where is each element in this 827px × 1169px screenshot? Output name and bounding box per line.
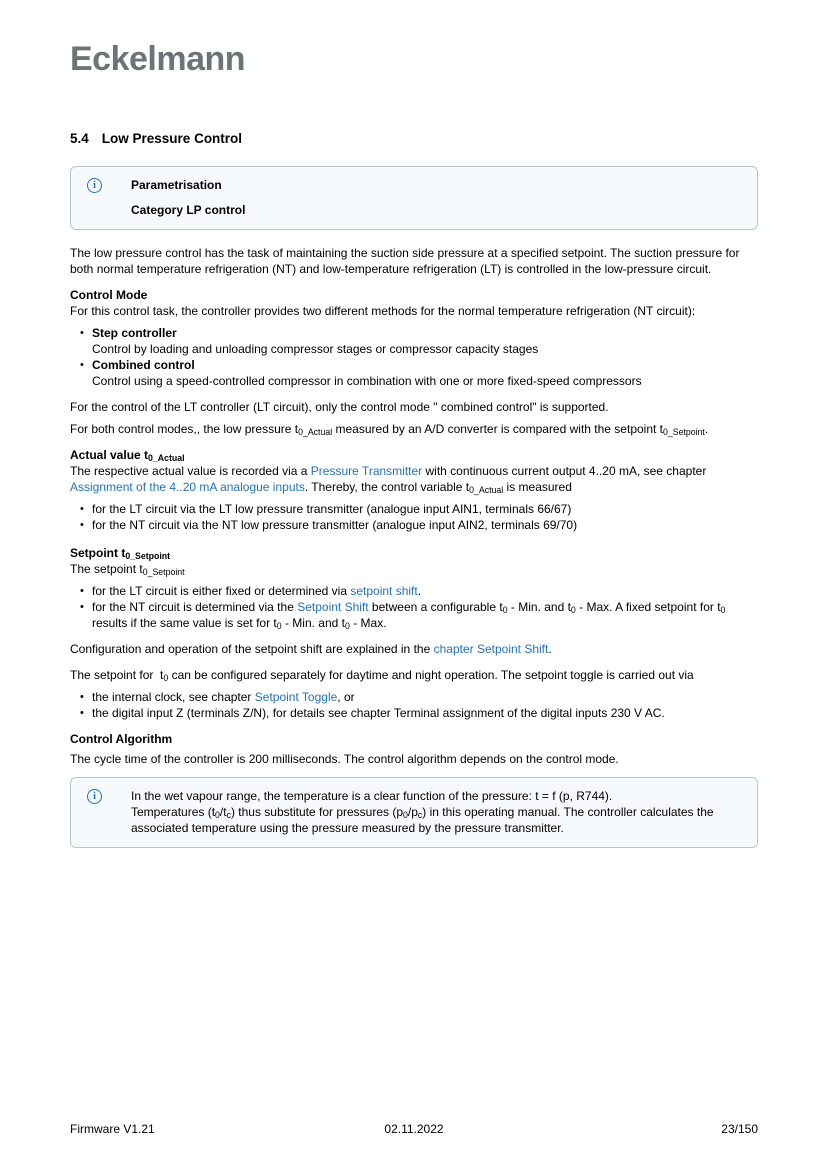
inline-link[interactable]: Setpoint Toggle xyxy=(254,690,338,704)
text-run: /t xyxy=(219,805,227,819)
text-run: 0 xyxy=(276,621,282,632)
info-icon: i xyxy=(87,789,102,804)
text-run: 0_Setpoint xyxy=(142,567,185,578)
text-run: 0 xyxy=(344,621,350,632)
text-run: . xyxy=(704,422,709,436)
text-run: The low pressure control has the task of maintaining the suction side pressure at a specified setpoint. The suction pressure for both normal temperature refrigeration (NT) and low-temperature refrigeration (LT) is controlled in the low-pressure circuit. xyxy=(70,246,740,276)
info-box-body xyxy=(131,788,743,836)
heading-control-algorithm: Control Algorithm xyxy=(70,732,173,746)
inline-link[interactable]: Pressure Transmitter xyxy=(310,464,423,478)
text-run: /p xyxy=(407,805,418,819)
text-run: - Max. xyxy=(349,616,387,630)
text-run: for the NT circuit is determined via the xyxy=(92,600,298,614)
text-run: - Max. A fixed setpoint for t xyxy=(575,600,721,614)
text-run: 0 xyxy=(403,810,408,821)
paragraph-intro xyxy=(70,245,758,277)
heading-control-mode: Control Mode xyxy=(70,288,148,302)
text-run: can be configured separately for daytime and night operation. The setpoint toggle is carried out via xyxy=(168,668,694,682)
text-run: For both control modes,, the low pressure t xyxy=(70,422,299,436)
inline-link[interactable]: Assignment of the 4..20 mA analogue inputs xyxy=(70,480,305,494)
text-run: . Thereby, the control variable t xyxy=(304,480,470,494)
list-item xyxy=(92,501,758,517)
text-run: between a configurable t xyxy=(368,600,503,614)
text-run: Control using a speed-controlled compressor in combination with one or more fixed-speed compressors xyxy=(92,374,642,388)
text-run: ) thus substitute for pressures (p xyxy=(230,805,404,819)
info-box-title: Parametrisation xyxy=(131,178,222,192)
inline-link[interactable]: chapter Setpoint Shift xyxy=(433,642,549,656)
info-box-subtitle: Category LP control xyxy=(131,203,246,217)
text-run: with continuous current output 4..20 mA, see chapter xyxy=(422,464,707,478)
bullet-list-transmitters xyxy=(70,501,758,533)
text-run: Combined control xyxy=(92,358,195,372)
text-run: , or xyxy=(337,690,355,704)
text-run: The setpoint t xyxy=(70,562,143,576)
text-run: - Min. and t xyxy=(507,600,571,614)
text-run: for the LT circuit via the LT low pressure transmitter (analogue input AIN1, terminals 66/67) xyxy=(92,502,572,516)
text-run: 0_Setpoint xyxy=(125,551,171,562)
text-run: is measured xyxy=(503,480,572,494)
text-run: measured by an A/D converter is compared with the setpoint t xyxy=(332,422,664,436)
section-heading xyxy=(70,131,758,147)
text-run: Step controller xyxy=(92,326,177,340)
text-run: c xyxy=(226,810,231,821)
text-run: For this control task, the controller provides two different methods for the normal temperature refrigeration (NT circuit): xyxy=(70,304,696,318)
text-run: 0 xyxy=(215,810,220,821)
bullet-list-control-modes xyxy=(70,325,758,389)
text-run: . xyxy=(417,584,422,598)
list-item xyxy=(92,357,758,389)
paragraph-cycle-time xyxy=(70,751,758,767)
info-box-parametrisation xyxy=(70,166,758,230)
paragraph-both-modes xyxy=(70,421,758,437)
text-run: 0 xyxy=(163,673,169,684)
section-number: 5.4 xyxy=(70,131,89,146)
text-run: results if the same value is set for t xyxy=(92,616,277,630)
list-item xyxy=(92,689,758,705)
heading-actual-value xyxy=(70,447,758,463)
text-run: Control by loading and unloading compressor stages or compressor capacity stages xyxy=(92,342,539,356)
paragraph-setpoint-toggle xyxy=(70,667,758,683)
text-run: The setpoint for t xyxy=(70,668,164,682)
text-run: the digital input Z (terminals Z/N), for details see chapter Terminal assignment of the digital inputs 230 V AC. xyxy=(92,706,665,720)
footer-page-number: 23/150 xyxy=(721,1122,758,1136)
text-run: . xyxy=(548,642,552,656)
heading-setpoint xyxy=(70,545,758,561)
text-run: Setpoint t xyxy=(70,546,126,560)
info-box-wet-vapour xyxy=(70,777,758,848)
text-run: c xyxy=(417,810,423,821)
text-run: for the LT circuit is either fixed or determined via xyxy=(92,584,351,598)
company-logo: Eckelmann xyxy=(70,40,246,78)
paragraph-actual-value xyxy=(70,463,758,495)
text-run: 0 xyxy=(570,605,576,616)
info-box-body xyxy=(131,177,245,218)
list-item xyxy=(92,705,758,721)
bullet-list-toggle xyxy=(70,689,758,721)
list-item xyxy=(92,583,758,599)
text-run: for the NT circuit via the NT low pressure transmitter (analogue input AIN2, terminals 69/70) xyxy=(92,518,578,532)
text-run: 0_Actual xyxy=(469,485,504,496)
text-run: 0 xyxy=(720,605,726,616)
text-run: Configuration and operation of the setpoint shift are explained in the xyxy=(70,642,434,656)
section-title: Low Pressure Control xyxy=(101,131,243,146)
paragraph-setpoint xyxy=(70,561,758,577)
page-content xyxy=(70,0,758,848)
text-run: Actual value t xyxy=(70,448,149,462)
text-run: 0_Actual xyxy=(298,427,333,438)
text-run: ) in this operating manual. The controller calculates the associated temperature using the pressure measured by the pressure transmitter. xyxy=(131,805,714,835)
list-item xyxy=(92,599,758,631)
page-footer xyxy=(70,1122,758,1138)
text-run: For the control of the LT controller (LT circuit), only the control mode " combined control" is supported. xyxy=(70,400,609,414)
info-icon: i xyxy=(87,178,102,193)
paragraph-control-mode xyxy=(70,303,758,319)
paragraph-lt-control xyxy=(70,399,758,415)
text-run: The respective actual value is recorded via a xyxy=(70,464,311,478)
inline-link[interactable]: setpoint shift xyxy=(350,584,418,598)
footer-firmware-version: Firmware V1.21 xyxy=(70,1122,155,1136)
text-run: In the wet vapour range, the temperature is a clear function of the pressure: t = f (p, R744). xyxy=(131,789,613,803)
inline-link[interactable]: Setpoint Shift xyxy=(297,600,369,614)
text-run: 0_Setpoint xyxy=(663,427,705,438)
text-run: The cycle time of the controller is 200 milliseconds. The control algorithm depends on the control mode. xyxy=(70,752,619,766)
paragraph-configuration xyxy=(70,641,758,657)
list-item xyxy=(92,517,758,533)
text-run: the internal clock, see chapter xyxy=(92,690,255,704)
bullet-list-setpoint xyxy=(70,583,758,631)
text-run: Temperatures (t xyxy=(131,805,216,819)
list-item xyxy=(92,325,758,357)
text-run: - Min. and t xyxy=(281,616,345,630)
footer-date: 02.11.2022 xyxy=(384,1122,444,1136)
text-run: 0_Actual xyxy=(148,453,185,464)
text-run: 0 xyxy=(502,605,508,616)
